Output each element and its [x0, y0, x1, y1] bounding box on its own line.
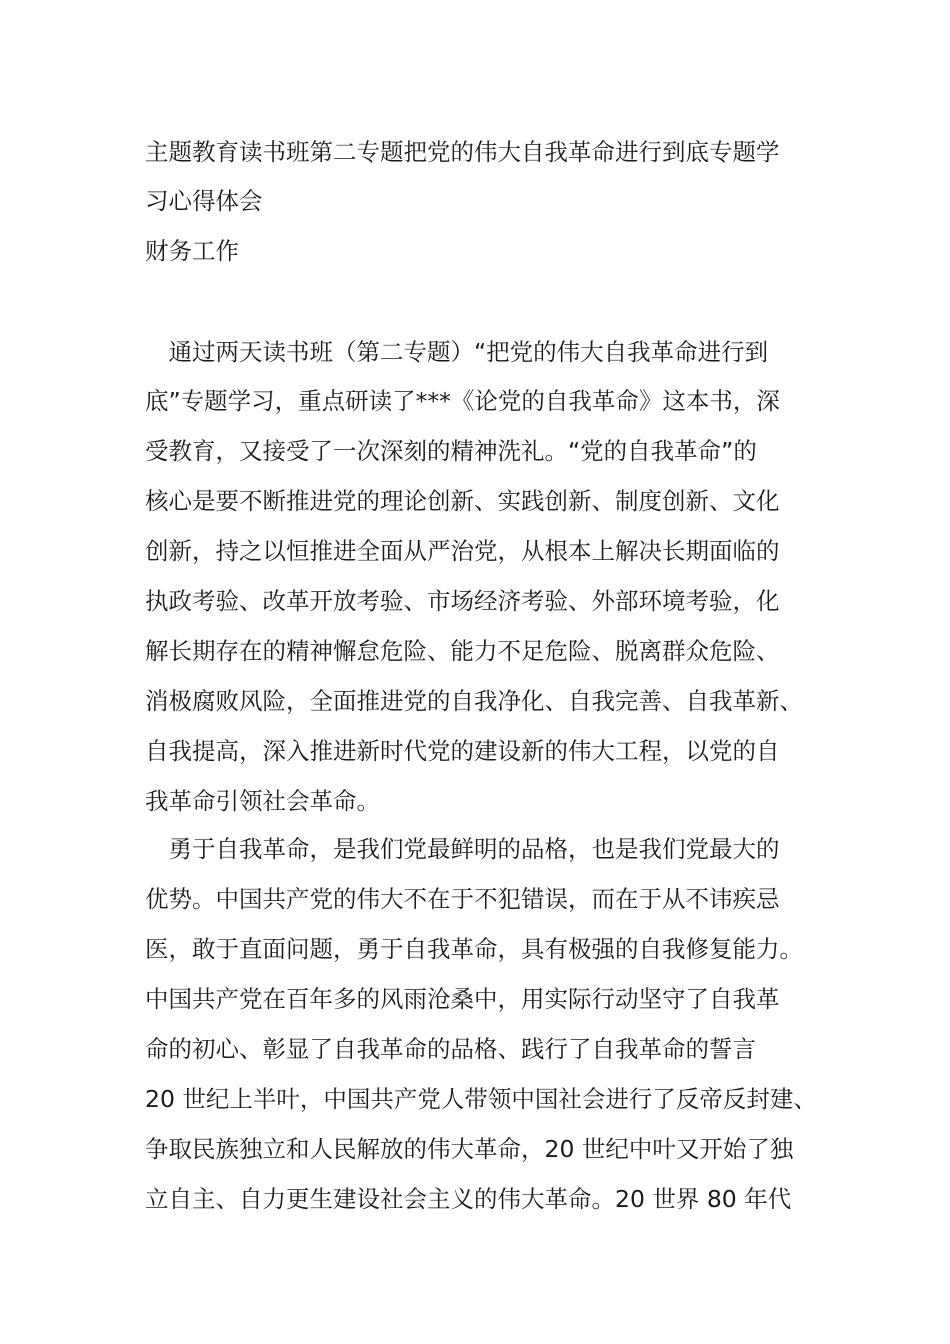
body-line: 通过两天读书班（第二专题）“把党的伟大自我革命进行到 [145, 338, 769, 366]
document-title-line-1: 主题教育读书班第二专题把党的伟大自我革命进行到底专题学 [145, 138, 780, 166]
body-line: 我革命引领社会革命。 [145, 787, 380, 815]
body-line: 中国共产党在百年多的风雨沧桑中，用实际行动坚守了自我革 [145, 985, 780, 1013]
body-line: 自我提高，深入推进新时代党的建设新的伟大工程，以党的自 [145, 737, 780, 765]
body-line: 执政考验、改革开放考验、市场经济考验、外部环境考验，化 [145, 587, 780, 615]
document-subtitle: 财务工作 [145, 237, 239, 265]
body-line: 受教育，又接受了一次深刻的精神洗礼。“党的自我革命”的 [145, 437, 757, 465]
document-title-line-2: 习心得体会 [145, 187, 263, 215]
body-line: 解长期存在的精神懈怠危险、能力不足危险、脱离群众危险、 [145, 637, 780, 665]
body-line: 命的初心、彰显了自我革命的品格、践行了自我革命的誓言 [145, 1035, 756, 1063]
body-line: 消极腐败风险，全面推进党的自我净化、自我完善、自我革新、 [145, 687, 803, 715]
body-line: 勇于自我革命，是我们党最鲜明的品格，也是我们党最大的 [145, 835, 780, 863]
body-line: 20 世纪上半叶，中国共产党人带领中国社会进行了反帝反封建、 [145, 1085, 817, 1113]
body-line: 创新，持之以恒推进全面从严治党，从根本上解决长期面临的 [145, 537, 780, 565]
body-line: 核心是要不断推进党的理论创新、实践创新、制度创新、文化 [145, 487, 780, 515]
body-line: 优势。中国共产党的伟大不在于不犯错误，而在于从不讳疾忌 [145, 885, 780, 913]
body-line: 争取民族独立和人民解放的伟大革命，20 世纪中叶又开始了独 [145, 1135, 794, 1163]
body-line: 立自主、自力更生建设社会主义的伟大革命。20 世界 80 年代 [145, 1185, 792, 1213]
body-line: 医，敢于直面问题，勇于自我革命，具有极强的自我修复能力。 [145, 935, 803, 963]
body-line: 底”专题学习，重点研读了***《论党的自我革命》这本书，深 [145, 387, 780, 415]
